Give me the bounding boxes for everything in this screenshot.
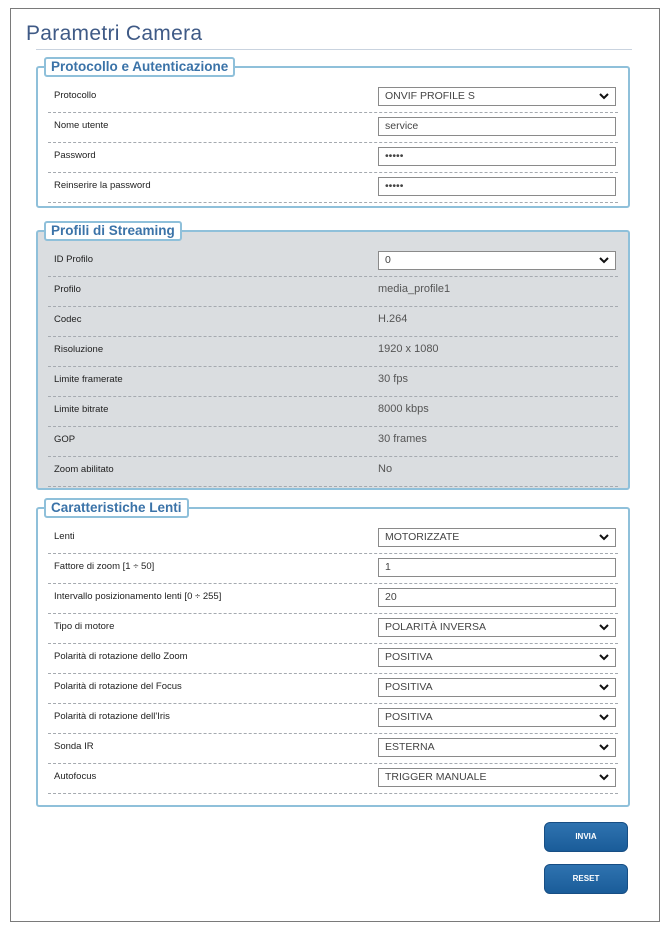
profile-name-value: media_profile1 [378,283,451,295]
auth-section [36,59,630,208]
motor-type-label: Tipo di motore [54,621,115,632]
gop-label: GOP [54,434,76,445]
protocol-selected-value: ONVIF PROFILE S [385,90,475,102]
protocol-row [48,82,618,113]
codec-value: H.264 [378,313,408,325]
framerate-label: Limite framerate [54,374,123,385]
ir-probe-label: Sonda IR [54,741,94,752]
focus-polarity-row [48,673,618,704]
password-confirm-row [48,172,618,203]
password-input[interactable]: ••••• [378,147,616,166]
password-confirm-label: Reinserire la password [54,180,151,191]
username-input[interactable]: service [378,117,616,136]
chevron-down-icon [599,771,609,783]
chevron-down-icon [599,90,609,102]
stream-info-row [48,306,618,337]
streaming-section [36,223,630,490]
chevron-down-icon [599,651,609,663]
reset-button[interactable]: RESET [544,864,628,894]
resolution-value: 1920 x 1080 [378,343,439,355]
zoom-factor-input[interactable]: 1 [378,558,616,577]
framerate-value: 30 fps [378,373,408,385]
chevron-down-icon [599,711,609,723]
motor-type-select[interactable] [378,618,616,637]
chevron-down-icon [599,681,609,693]
stream-info-row [48,366,618,397]
focus-polarity-selected-value: POSITIVA [385,681,433,693]
zoom-factor-row [48,553,618,584]
motor-type-row [48,613,618,644]
stream-info-row [48,426,618,457]
chevron-down-icon [599,621,609,633]
zoom-polarity-selected-value: POSITIVA [385,651,433,663]
lens-row [48,523,618,554]
chevron-down-icon [599,254,609,266]
lens-label: Lenti [54,531,75,542]
username-label: Nome utente [54,120,109,131]
iris-polarity-row [48,703,618,734]
profile-id-select[interactable] [378,251,616,270]
positioning-row [48,583,618,614]
bitrate-label: Limite bitrate [54,404,109,415]
stream-info-row [48,276,618,307]
autofocus-select[interactable] [378,768,616,787]
positioning-label: Intervallo posizionamento lenti [0 ÷ 255] [54,591,222,602]
positioning-input[interactable]: 20 [378,588,616,607]
bitrate-value: 8000 kbps [378,403,429,415]
chevron-down-icon [599,741,609,753]
zoom-polarity-row [48,643,618,674]
streaming-section-legend: Profili di Streaming [44,221,182,241]
zoom-polarity-label: Polarità di rotazione dello Zoom [54,651,188,662]
send-button[interactable]: INVIA [544,822,628,852]
title-divider [36,49,632,50]
zoom-enabled-label: Zoom abilitato [54,464,114,475]
stream-info-row [48,396,618,427]
ir-probe-select[interactable] [378,738,616,757]
profile-name-label: Profilo [54,284,81,295]
protocol-label: Protocollo [54,90,97,101]
lens-selected-value: MOTORIZZATE [385,531,460,543]
ir-probe-selected-value: ESTERNA [385,741,435,753]
autofocus-label: Autofocus [54,771,97,782]
iris-polarity-select[interactable] [378,708,616,727]
autofocus-selected-value: TRIGGER MANUALE [385,771,487,783]
auth-section-legend: Protocollo e Autenticazione [44,57,235,77]
password-row [48,142,618,173]
stream-info-row [48,456,618,487]
profile-id-label: ID Profilo [54,254,94,265]
password-confirm-input[interactable]: ••••• [378,177,616,196]
zoom-polarity-select[interactable] [378,648,616,667]
focus-polarity-select[interactable] [378,678,616,697]
autofocus-row [48,763,618,794]
page-title: Parametri Camera [26,22,203,45]
iris-polarity-selected-value: POSITIVA [385,711,433,723]
gop-value: 30 frames [378,433,427,445]
zoom-factor-label: Fattore di zoom [1 ÷ 50] [54,561,155,572]
codec-label: Codec [54,314,82,325]
lens-section-legend: Caratteristiche Lenti [44,498,189,518]
ir-probe-row [48,733,618,764]
zoom-enabled-value: No [378,463,393,475]
motor-type-selected-value: POLARITÀ INVERSA [385,621,486,633]
profile-id-row [48,246,618,277]
chevron-down-icon [599,531,609,543]
password-label: Password [54,150,96,161]
profile-id-selected-value: 0 [385,254,391,266]
username-row [48,112,618,143]
stream-info-row [48,336,618,367]
protocol-select[interactable] [378,87,616,106]
lens-section [36,500,630,807]
iris-polarity-label: Polarità di rotazione dell'Iris [54,711,170,722]
focus-polarity-label: Polarità di rotazione del Focus [54,681,182,692]
lens-select[interactable] [378,528,616,547]
resolution-label: Risoluzione [54,344,104,355]
